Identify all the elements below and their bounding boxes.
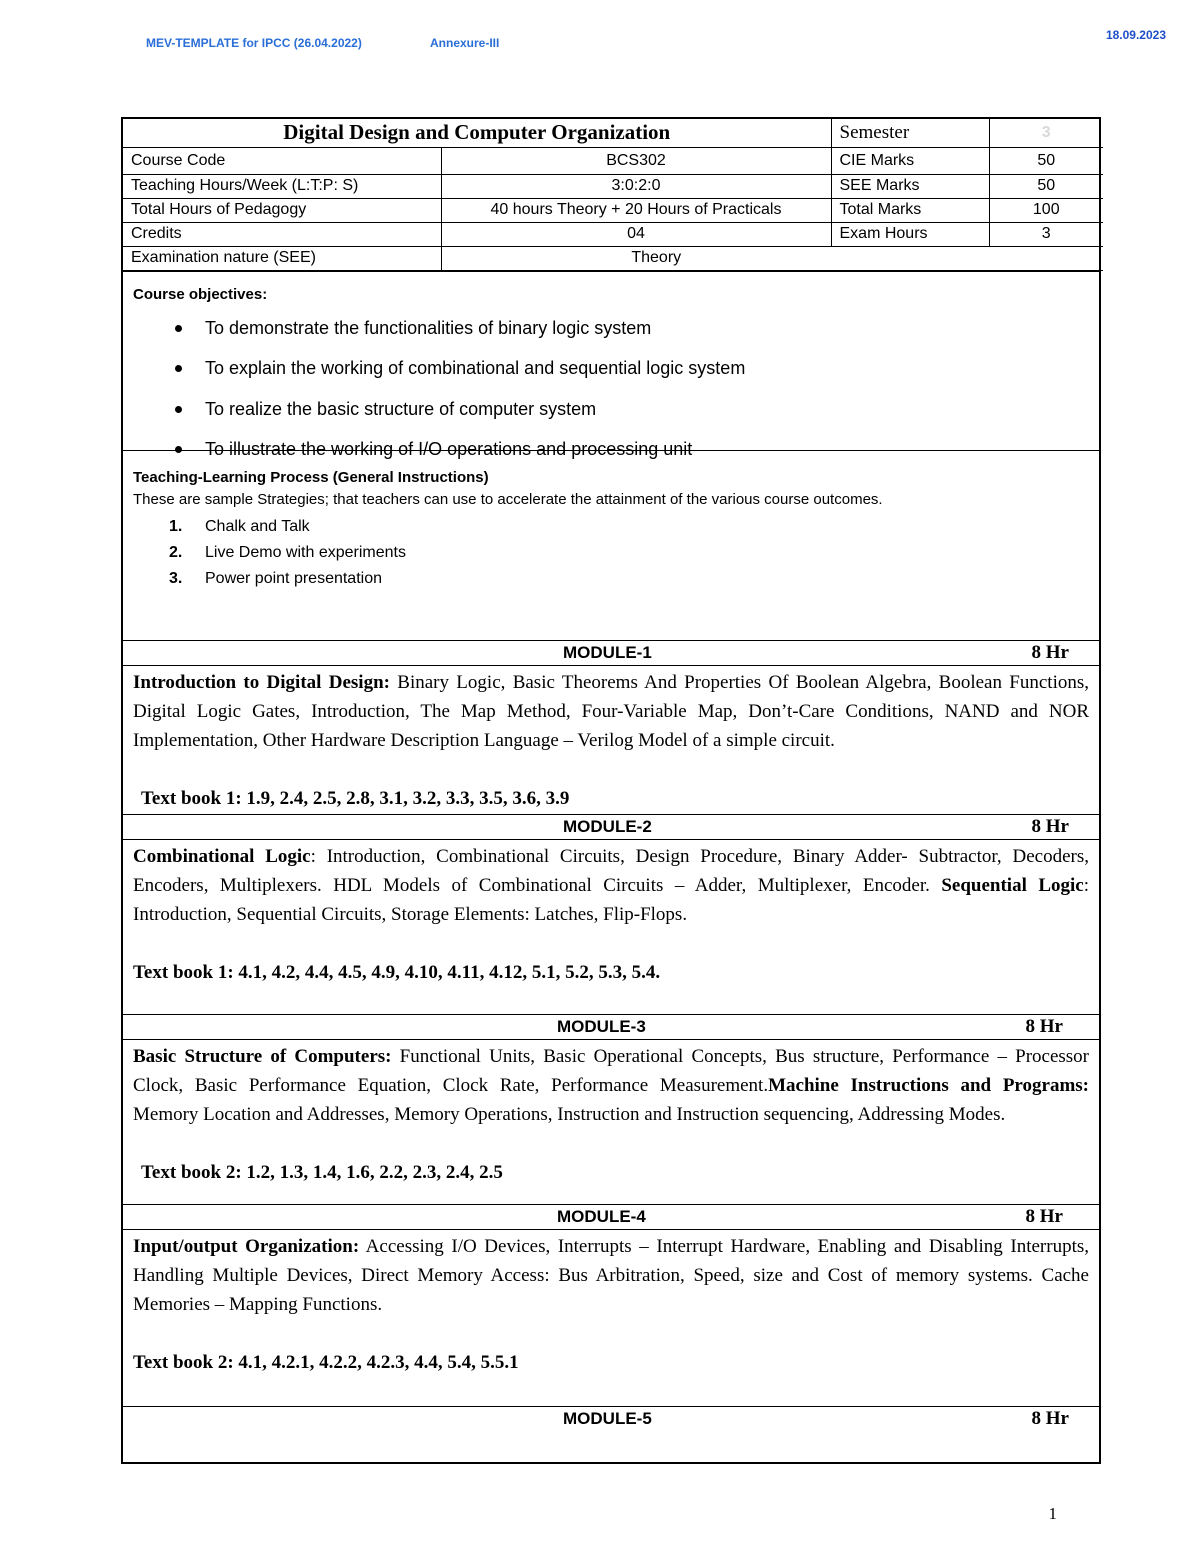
module-description [133,1232,1089,1319]
pedagogy-hours-value: 40 hours Theory + 20 Hours of Practicals [441,198,831,222]
module-hours: 8 Hr [1031,815,1069,837]
credits-value: 04 [441,222,831,246]
list-item: To illustrate the working of I/O operations and processing unit [133,438,1089,460]
module-lead: Machine Instructions and Programs: [768,1074,1089,1096]
cie-marks-value: 50 [989,147,1103,174]
module-text: : Introduction, Sequential Circuits, Storage Elements: Latches, Flip-Flops. [133,874,1089,925]
tlp-list [133,514,1089,592]
objectives-list [133,317,1089,461]
module-textbook: Text book 1: 1.9, 2.4, 2.5, 2.8, 3.1, 3.2, 3.3, 3.5, 3.6, 3.9 [141,787,570,809]
course-objectives [123,271,1099,459]
pedagogy-hours-label: Total Hours of Pedagogy [123,198,441,222]
module-hours: 8 Hr [1025,1015,1063,1037]
objectives-heading: Course objectives: [133,285,268,303]
module-text: Accessing I/O Devices, Interrupts – Interrupt Hardware, Enabling and Disabling Interrupts, Handling Multiple Devices, Direct Memory Access: Bus Arbitration, Speed, size and Cost of memory systems. Cache Memories – Mapping Functions. [133,1235,1089,1315]
module-title: MODULE-4 [557,1206,646,1226]
module-text: : Introduction, Combinational Circuits, Design Procedure, Binary Adder- Subtractor, Decoders, Encoders, Multiplexers. HDL Models of Combinational Circuits – Adder, Multiplexer, Encoder. [133,845,1089,896]
module-4-header [123,1204,1099,1230]
module-lead: Introduction to Digital Design: [133,671,390,693]
exam-hours-value: 3 [989,222,1103,246]
total-marks-label: Total Marks [831,198,989,222]
exam-nature-value: Theory [441,246,1103,270]
module-5-header [123,1406,1099,1431]
module-title: MODULE-1 [563,642,652,662]
module-textbook: Text book 2: 1.2, 1.3, 1.4, 1.6, 2.2, 2.3, 2.4, 2.5 [141,1161,503,1183]
tlp-description: These are sample Strategies; that teachers can use to accelerate the attainment of the various course outcomes. [133,490,883,508]
list-text: Chalk and Talk [205,517,310,535]
module-hours: 8 Hr [1031,641,1069,663]
module-textbook: Text book 1: 4.1, 4.2, 4.4, 4.5, 4.9, 4.10, 4.11, 4.12, 5.1, 5.2, 5.3, 5.4. [133,961,661,983]
cie-marks-label: CIE Marks [831,147,989,174]
list-item [133,540,1089,566]
module-lead: Sequential Logic [941,874,1084,896]
page-number: 1 [1048,1504,1057,1523]
module-hours: 8 Hr [1031,1407,1069,1429]
module-2-content [123,840,1099,1014]
teaching-learning-process [123,450,1099,640]
list-item: To explain the working of combinational and sequential logic system [133,357,1089,379]
course-code-value: BCS302 [441,147,831,174]
total-marks-value: 100 [989,198,1103,222]
see-marks-label: SEE Marks [831,174,989,198]
module-lead: Basic Structure of Computers: [133,1045,392,1067]
credits-label: Credits [123,222,441,246]
module-title: MODULE-5 [563,1408,652,1428]
module-4-content [123,1230,1099,1406]
module-3-content [123,1040,1099,1204]
list-item [133,514,1089,540]
tlp-heading: Teaching-Learning Process (General Instructions) [133,468,489,486]
semester-value: 3 [989,119,1103,147]
list-number: 3. [169,569,183,587]
syllabus-sheet [121,117,1101,1464]
exam-nature-label: Examination nature (SEE) [123,246,441,270]
module-hours: 8 Hr [1025,1205,1063,1227]
list-item: To realize the basic structure of computer system [133,398,1089,420]
module-text: Memory Location and Addresses, Memory Operations, Instruction and Instruction sequencing, Addressing Modes. [133,1103,1006,1125]
module-lead: Input/output Organization: [133,1235,360,1257]
module-text: Functional Units, Basic Operational Concepts, Bus structure, Performance – Processor Clock, Basic Performance Equation, Clock Rate, Performance Measurement. [133,1045,1090,1096]
list-text: Live Demo with experiments [205,543,406,561]
module-description [133,842,1089,929]
module-2-header [123,814,1099,840]
teaching-hours-value: 3:0:2:0 [441,174,831,198]
list-item: To demonstrate the functionalities of binary logic system [133,317,1089,339]
teaching-hours-label: Teaching Hours/Week (L:T:P: S) [123,174,441,198]
module-3-header [123,1014,1099,1040]
course-code-label: Course Code [123,147,441,174]
list-number: 2. [169,543,183,561]
course-info-table [123,119,1103,271]
see-marks-value: 50 [989,174,1103,198]
exam-hours-label: Exam Hours [831,222,989,246]
module-description [133,1042,1089,1129]
module-text: Binary Logic, Basic Theorems And Properties Of Boolean Algebra, Boolean Functions, Digital Logic Gates, Introduction, The Map Method, Four-Variable Map, Don’t-Care Conditions, NAND and NOR Implementation, Other Hardware Description Language – Verilog Model of a simple circuit. [133,671,1089,751]
template-label: MEV-TEMPLATE for IPCC (26.04.2022) [146,36,362,50]
list-text: Power point presentation [205,569,382,587]
module-description [133,668,1089,755]
course-title: Digital Design and Computer Organization [123,119,831,147]
module-1-content [123,666,1099,814]
module-lead: Combinational Logic [133,845,311,867]
module-title: MODULE-3 [557,1016,646,1036]
module-title: MODULE-2 [563,816,652,836]
module-1-header [123,640,1099,666]
annexure-label: Annexure-III [430,36,500,50]
list-number: 1. [169,517,183,535]
list-item [133,566,1089,592]
module-textbook: Text book 2: 4.1, 4.2.1, 4.2.2, 4.2.3, 4.4, 5.4, 5.5.1 [133,1351,519,1373]
semester-label: Semester [831,119,989,147]
document-date: 18.09.2023 [1105,28,1166,42]
